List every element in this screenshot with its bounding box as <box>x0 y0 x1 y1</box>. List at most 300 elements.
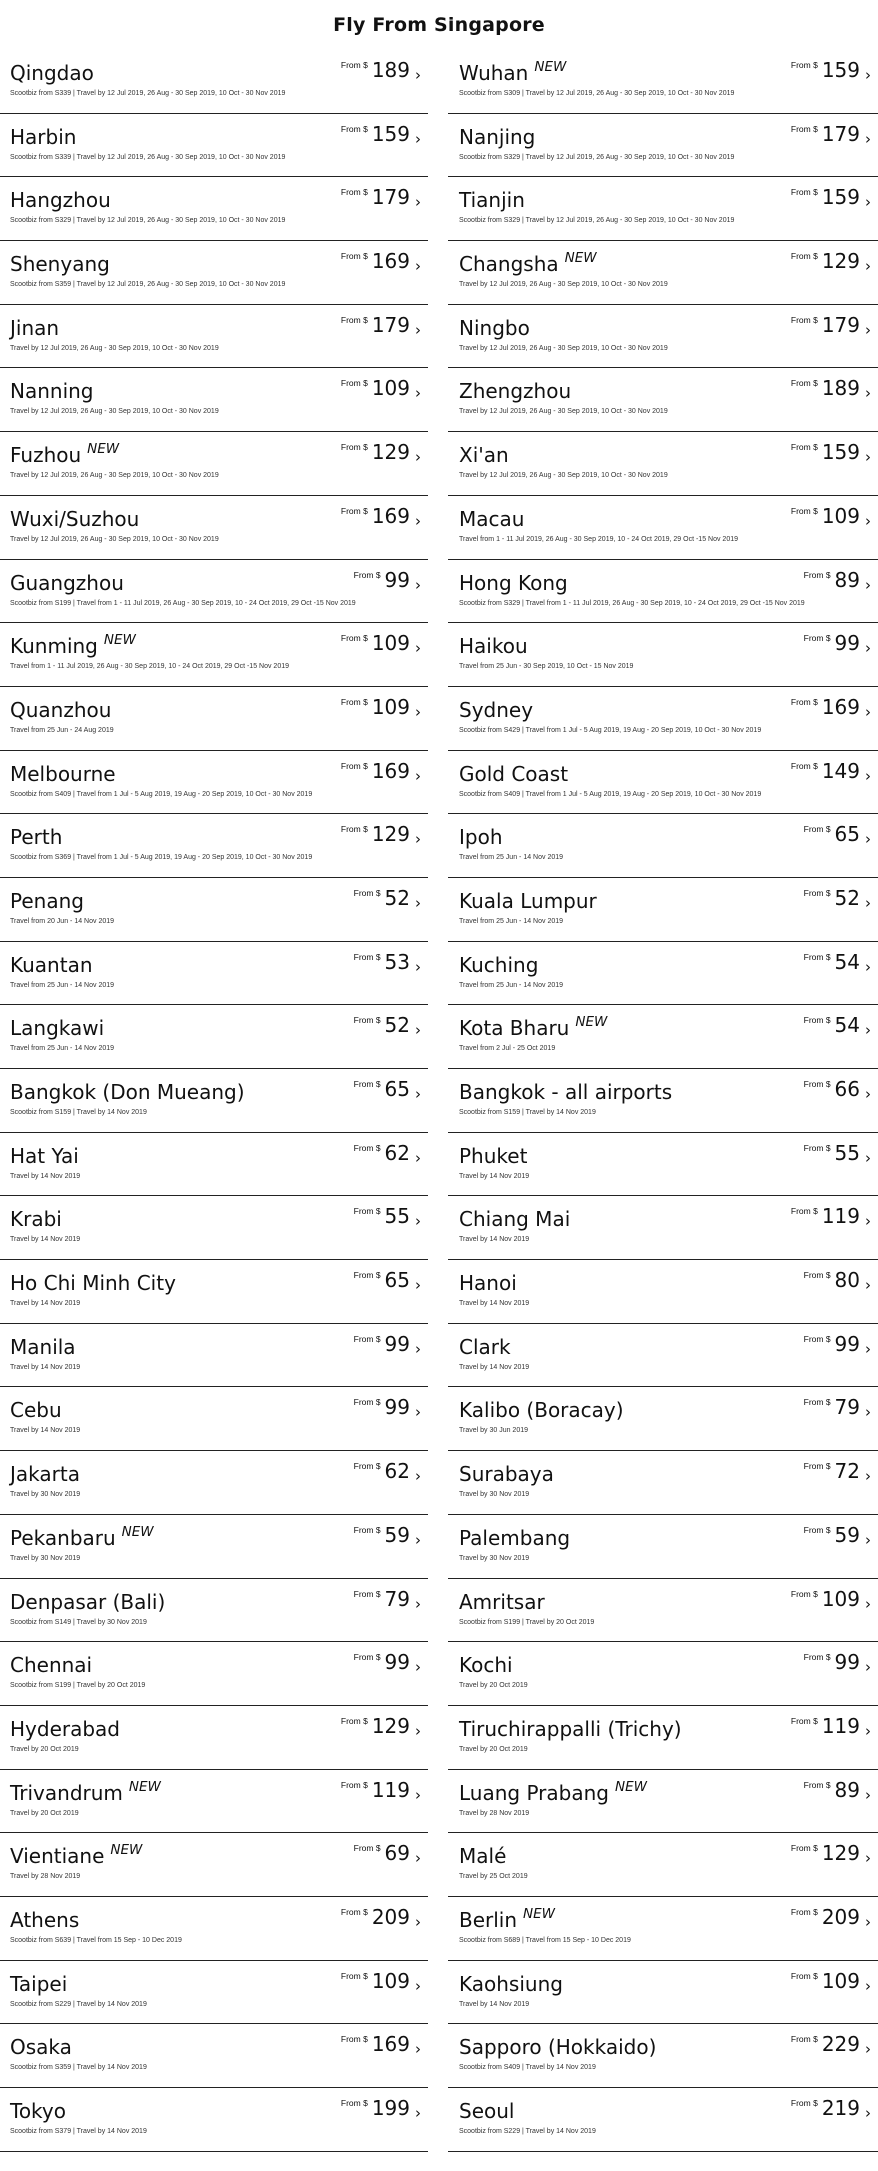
fare-details: Travel by 14 Nov 2019 <box>459 2000 530 2008</box>
price-amount: 52 <box>834 885 860 910</box>
fare-details: Travel from 25 Jun - 14 Nov 2019 <box>10 981 115 989</box>
from-label: From $ <box>353 1079 381 1089</box>
chevron-right-icon[interactable]: › <box>415 1148 421 1167</box>
destination-card[interactable] <box>448 2024 878 2088</box>
price-block <box>803 1459 871 1486</box>
chevron-right-icon[interactable]: › <box>415 1403 421 1422</box>
destination-name-text: Ho Chi Minh City <box>10 1271 176 1296</box>
destination-name-text: Pekanbaru <box>10 1525 116 1550</box>
destination-name-text: Bangkok (Don Mueang) <box>10 1080 245 1104</box>
destination-name <box>459 762 568 786</box>
price-amount: 109 <box>821 1586 860 1611</box>
destination-card[interactable] <box>448 1324 878 1388</box>
chevron-right-icon[interactable]: › <box>865 1785 871 1804</box>
price-amount: 53 <box>384 949 410 974</box>
chevron-right-icon[interactable]: › <box>415 384 421 403</box>
destination-card[interactable] <box>448 1579 878 1643</box>
chevron-right-icon[interactable]: › <box>865 2040 871 2059</box>
price-block <box>804 1523 871 1547</box>
chevron-right-icon[interactable]: › <box>865 1085 871 1103</box>
chevron-right-icon[interactable]: › <box>415 448 421 467</box>
destination-name <box>10 953 93 977</box>
chevron-right-icon[interactable]: › <box>415 1021 421 1040</box>
price-amount: 169 <box>371 758 410 783</box>
price-amount: 229 <box>821 2032 860 2057</box>
from-label: From $ <box>790 187 818 198</box>
destination-name <box>10 571 124 595</box>
chevron-right-icon[interactable]: › <box>415 1849 421 1868</box>
chevron-right-icon[interactable]: › <box>865 1912 871 1931</box>
destination-card[interactable] <box>448 1706 878 1770</box>
destination-card[interactable] <box>448 114 878 178</box>
new-badge: NEW <box>614 1778 647 1795</box>
destination-name-text: Quanzhou <box>10 697 112 722</box>
destination-name-text: Ipoh <box>459 825 503 850</box>
price-block <box>804 1077 871 1101</box>
from-label: From $ <box>790 442 818 453</box>
price-amount: 209 <box>821 1904 860 1929</box>
destination-card[interactable] <box>448 305 878 369</box>
destination-name-text: Sapporo (Hokkaido) <box>459 2035 657 2060</box>
price-block <box>340 822 421 849</box>
destination-card[interactable] <box>0 878 428 942</box>
chevron-right-icon[interactable]: › <box>415 702 421 721</box>
destination-card[interactable] <box>0 2088 428 2152</box>
from-label: From $ <box>353 1461 381 1472</box>
destination-name-text: Wuhan <box>459 61 529 85</box>
chevron-right-icon[interactable]: › <box>865 193 871 212</box>
price-block <box>804 1778 871 1802</box>
destination-name-text: Amritsar <box>459 1589 545 1614</box>
from-label: From $ <box>353 1524 381 1535</box>
destination-card[interactable] <box>0 1069 428 1133</box>
destination-card[interactable] <box>448 496 878 560</box>
from-label: From $ <box>340 442 368 453</box>
from-label: From $ <box>353 1588 381 1599</box>
destination-name-text: Nanjing <box>459 124 536 149</box>
destination-card[interactable] <box>448 1196 878 1260</box>
destination-card[interactable] <box>0 1833 428 1897</box>
destination-card[interactable] <box>0 1961 428 2025</box>
destination-name <box>459 1844 506 1868</box>
price-amount: 209 <box>371 1904 410 1929</box>
price-amount: 66 <box>834 1077 860 1101</box>
from-label: From $ <box>340 251 368 262</box>
destination-card[interactable] <box>0 814 428 878</box>
destination-name <box>459 1398 624 1422</box>
price-block <box>790 249 871 276</box>
destination-name-text: Chennai <box>10 1653 93 1678</box>
price-block <box>340 376 421 403</box>
price-block <box>354 1077 421 1101</box>
fare-details: Scootbiz from S339 | Travel by 12 Jul 2019, 26 Aug - 30 Sep 2019, 10 Oct - 30 Nov 2019 <box>10 90 286 97</box>
price-amount: 99 <box>834 1331 860 1356</box>
fare-details: Travel from 25 Jun - 14 Nov 2019 <box>10 1045 115 1053</box>
price-block <box>341 1969 421 1993</box>
destination-name-text: Zhengzhou <box>459 379 572 404</box>
fare-details: Travel by 12 Jul 2019, 26 Aug - 30 Sep 2019, 10 Oct - 30 Nov 2019 <box>459 344 668 352</box>
destination-card[interactable] <box>448 1897 878 1961</box>
price-block <box>804 886 871 910</box>
fare-details: Travel by 20 Oct 2019 <box>459 1745 528 1753</box>
chevron-right-icon[interactable]: › <box>415 1594 421 1613</box>
destination-name <box>10 634 136 658</box>
destination-name <box>459 1972 563 1996</box>
price-block <box>353 1013 421 1040</box>
fare-details: Scootbiz from S339 | Travel by 12 Jul 2019, 26 Aug - 30 Sep 2019, 10 Oct - 30 Nov 2019 <box>10 153 286 161</box>
new-badge: NEW <box>564 250 597 267</box>
destination-card[interactable] <box>0 496 428 560</box>
destination-name <box>10 1080 245 1104</box>
destination-card[interactable] <box>0 2024 428 2088</box>
from-label: From $ <box>803 1397 831 1408</box>
chevron-right-icon[interactable]: › <box>415 1530 421 1549</box>
destination-card[interactable] <box>0 50 428 114</box>
destination-name-text: Fuzhou <box>10 443 82 468</box>
chevron-right-icon[interactable]: › <box>865 766 871 785</box>
from-label: From $ <box>340 505 368 516</box>
price-amount: 129 <box>821 249 860 274</box>
destination-card[interactable] <box>448 1133 878 1197</box>
from-label: From $ <box>340 1715 368 1726</box>
destination-card[interactable] <box>448 560 878 624</box>
destination-card[interactable] <box>0 432 428 496</box>
fare-details: Travel by 30 Nov 2019 <box>10 1554 81 1562</box>
fare-details: Travel from 20 Jun - 14 Nov 2019 <box>10 917 115 925</box>
chevron-right-icon[interactable]: › <box>865 1594 871 1613</box>
price-block <box>790 376 871 403</box>
chevron-right-icon[interactable]: › <box>415 2040 421 2059</box>
chevron-right-icon[interactable]: › <box>865 257 871 276</box>
destination-name <box>459 1207 570 1231</box>
destination-card[interactable] <box>448 1005 878 1069</box>
price-amount: 169 <box>371 2032 410 2057</box>
fare-details: Travel by 14 Nov 2019 <box>10 1300 81 1308</box>
from-label: From $ <box>353 951 381 962</box>
destination-card[interactable] <box>448 1961 878 2025</box>
chevron-right-icon[interactable]: › <box>865 1658 871 1677</box>
fare-details: Scootbiz from S199 | Travel by 20 Oct 2019 <box>10 1682 146 1690</box>
fare-details: Travel by 12 Jul 2019, 26 Aug - 30 Sep 2019, 10 Oct - 30 Nov 2019 <box>459 408 668 416</box>
from-label: From $ <box>340 633 368 644</box>
chevron-right-icon[interactable]: › <box>415 511 421 530</box>
price-amount: 199 <box>371 2096 410 2120</box>
from-label: From $ <box>340 760 368 771</box>
price-amount: 52 <box>384 885 410 910</box>
chevron-right-icon[interactable]: › <box>415 1339 421 1358</box>
new-badge: NEW <box>534 59 567 75</box>
from-label: From $ <box>790 314 818 325</box>
chevron-right-icon[interactable]: › <box>415 1212 421 1231</box>
price-block <box>791 1714 871 1738</box>
from-label: From $ <box>803 951 831 962</box>
destination-name-text: Taipei <box>10 1971 68 1996</box>
price-block <box>791 313 871 337</box>
fare-details: Travel by 28 Nov 2019 <box>459 1809 530 1817</box>
price-amount: 89 <box>834 567 860 592</box>
chevron-right-icon[interactable]: › <box>415 193 421 212</box>
fare-details: Scootbiz from S369 | Travel from 1 Jul - 5 Aug 2019, 19 Aug - 20 Sep 2019, 10 Oct - 30 Nov 2019 <box>10 854 313 862</box>
chevron-right-icon[interactable]: › <box>865 511 871 530</box>
chevron-right-icon[interactable]: › <box>415 2104 421 2122</box>
destination-name <box>459 2099 514 2123</box>
destination-card[interactable] <box>448 1770 878 1834</box>
chevron-right-icon[interactable]: › <box>415 957 421 976</box>
destination-card[interactable] <box>0 1196 428 1260</box>
chevron-right-icon[interactable]: › <box>415 257 421 276</box>
destination-card[interactable] <box>448 687 878 751</box>
chevron-right-icon[interactable]: › <box>415 830 421 849</box>
destination-name-text: Krabi <box>10 1207 62 1232</box>
destination-card[interactable] <box>448 432 878 496</box>
price-block <box>341 1905 421 1929</box>
chevron-right-icon[interactable]: › <box>865 957 871 976</box>
destination-name <box>459 252 597 276</box>
chevron-right-icon[interactable]: › <box>865 1976 871 1995</box>
price-block <box>804 950 871 974</box>
destination-card[interactable] <box>0 1579 428 1643</box>
price-block <box>790 440 871 467</box>
from-label: From $ <box>353 1015 381 1026</box>
destination-card[interactable] <box>448 751 878 815</box>
destination-name <box>10 698 111 722</box>
destination-card[interactable] <box>0 1515 428 1579</box>
destination-name-text: Tiruchirappalli (Trichy) <box>459 1716 682 1741</box>
price-amount: 80 <box>834 1268 860 1293</box>
destination-card[interactable] <box>448 368 878 432</box>
price-amount: 59 <box>384 1522 410 1547</box>
from-label: From $ <box>790 1906 818 1917</box>
fare-details: Travel by 12 Jul 2019, 26 Aug - 30 Sep 2019, 10 Oct - 30 Nov 2019 <box>459 472 668 480</box>
chevron-right-icon[interactable]: › <box>415 1085 421 1103</box>
from-label: From $ <box>790 1715 818 1726</box>
from-label: From $ <box>790 123 818 134</box>
destination-card[interactable] <box>0 751 428 815</box>
from-label: From $ <box>803 569 831 580</box>
chevron-right-icon[interactable]: › <box>865 1212 871 1231</box>
destination-card[interactable] <box>448 1069 878 1133</box>
destination-card[interactable] <box>0 560 428 624</box>
price-block <box>790 1204 871 1231</box>
destination-name <box>459 379 571 403</box>
price-amount: 189 <box>371 58 410 82</box>
price-block <box>341 313 421 337</box>
chevron-right-icon[interactable]: › <box>865 1849 871 1868</box>
chevron-right-icon[interactable]: › <box>865 1276 871 1295</box>
price-amount: 159 <box>821 185 860 210</box>
chevron-right-icon[interactable]: › <box>415 320 421 339</box>
price-amount: 219 <box>821 2096 860 2120</box>
destination-name-text: Xi'an <box>459 443 509 468</box>
price-amount: 109 <box>371 694 410 719</box>
price-amount: 109 <box>371 376 410 401</box>
destination-card[interactable] <box>0 177 428 241</box>
chevron-right-icon[interactable]: › <box>865 1721 871 1740</box>
fare-details: Travel by 25 Oct 2019 <box>459 1873 528 1881</box>
chevron-right-icon[interactable]: › <box>415 1658 421 1677</box>
destination-name <box>10 1335 76 1359</box>
destination-card[interactable] <box>448 177 878 241</box>
price-block <box>341 58 421 82</box>
chevron-right-icon[interactable]: › <box>865 384 871 403</box>
chevron-right-icon[interactable]: › <box>865 702 871 721</box>
destination-card[interactable] <box>0 942 428 1006</box>
destination-card[interactable] <box>448 1387 878 1451</box>
destination-card[interactable] <box>0 1387 428 1451</box>
destination-card[interactable] <box>0 1005 428 1069</box>
destination-name-text: Haikou <box>459 634 528 659</box>
destination-card[interactable] <box>0 1706 428 1770</box>
price-amount: 179 <box>371 185 410 210</box>
price-block <box>790 2032 871 2059</box>
destination-name <box>459 1144 527 1168</box>
from-label: From $ <box>803 1270 831 1281</box>
destination-card[interactable] <box>0 368 428 432</box>
chevron-right-icon[interactable]: › <box>865 830 871 849</box>
fare-details: Travel by 14 Nov 2019 <box>10 1427 81 1435</box>
fare-details: Scootbiz from S689 | Travel from 15 Sep - 10 Dec 2019 <box>459 1936 631 1944</box>
price-amount: 89 <box>834 1777 860 1802</box>
chevron-right-icon[interactable]: › <box>865 575 871 594</box>
chevron-right-icon[interactable]: › <box>865 320 871 339</box>
price-amount: 119 <box>821 1204 860 1229</box>
chevron-right-icon[interactable]: › <box>415 639 421 658</box>
fare-details: Travel by 12 Jul 2019, 26 Aug - 30 Sep 2019, 10 Oct - 30 Nov 2019 <box>10 472 219 480</box>
chevron-right-icon[interactable]: › <box>865 129 871 148</box>
fare-details: Scootbiz from S329 | Travel by 12 Jul 2019, 26 Aug - 30 Sep 2019, 10 Oct - 30 Nov 2019 <box>10 217 286 225</box>
from-label: From $ <box>353 1843 381 1854</box>
price-block <box>804 1332 871 1356</box>
destination-card[interactable] <box>448 878 878 942</box>
chevron-right-icon[interactable]: › <box>865 639 871 658</box>
chevron-right-icon[interactable]: › <box>415 1912 421 1931</box>
fare-details: Travel by 12 Jul 2019, 26 Aug - 30 Sep 2019, 10 Oct - 30 Nov 2019 <box>459 281 668 289</box>
fare-details: Travel by 30 Nov 2019 <box>10 1491 81 1499</box>
destination-card[interactable] <box>0 1451 428 1515</box>
destination-name <box>10 252 110 276</box>
fare-details: Travel by 12 Jul 2019, 26 Aug - 30 Sep 2019, 10 Oct - 30 Nov 2019 <box>10 344 219 352</box>
fare-details: Travel from 25 Jun - 30 Sep 2019, 10 Oct - 15 Nov 2019 <box>459 663 634 671</box>
destination-card[interactable] <box>0 1260 428 1324</box>
price-block <box>341 504 421 528</box>
destination-card[interactable] <box>448 814 878 878</box>
price-amount: 65 <box>384 1268 410 1293</box>
from-label: From $ <box>340 1970 368 1981</box>
chevron-right-icon[interactable]: › <box>415 1467 421 1486</box>
price-amount: 99 <box>384 1331 410 1356</box>
chevron-right-icon[interactable]: › <box>865 1467 871 1486</box>
destination-name-text: Melbourne <box>10 761 116 786</box>
chevron-right-icon[interactable]: › <box>865 2104 871 2122</box>
destination-card[interactable] <box>0 1770 428 1834</box>
destination-name <box>10 1462 80 1486</box>
fare-details: Travel by 30 Jun 2019 <box>459 1427 529 1435</box>
destination-card[interactable] <box>0 1324 428 1388</box>
price-block <box>354 1141 421 1165</box>
fare-details: Travel by 14 Nov 2019 <box>459 1172 530 1180</box>
destination-name-text: Hanoi <box>459 1271 517 1296</box>
destination-card[interactable] <box>448 241 878 305</box>
chevron-right-icon[interactable]: › <box>865 448 871 467</box>
destination-card[interactable] <box>448 1515 878 1579</box>
fare-details: Travel by 14 Nov 2019 <box>10 1236 81 1244</box>
chevron-right-icon[interactable]: › <box>415 1276 421 1295</box>
destination-card[interactable] <box>0 305 428 369</box>
chevron-right-icon[interactable]: › <box>415 1976 421 1995</box>
destination-card[interactable] <box>0 1642 428 1706</box>
chevron-right-icon[interactable]: › <box>865 1148 871 1167</box>
destination-card[interactable] <box>0 1133 428 1197</box>
destination-card[interactable] <box>448 942 878 1006</box>
price-block <box>354 1587 421 1611</box>
price-block <box>791 1905 871 1929</box>
fare-details: Travel from 1 - 11 Jul 2019, 26 Aug - 30 Sep 2019, 10 - 24 Oct 2019, 29 Oct -15 Nov 2019 <box>10 663 289 671</box>
chevron-right-icon[interactable]: › <box>415 575 421 594</box>
fare-details: Scootbiz from S229 | Travel by 14 Nov 2019 <box>459 2128 596 2135</box>
fare-details: Travel by 14 Nov 2019 <box>10 1172 81 1180</box>
from-label: From $ <box>790 1970 818 1981</box>
fare-details: Travel by 14 Nov 2019 <box>10 1363 81 1371</box>
chevron-right-icon[interactable]: › <box>865 66 871 84</box>
destination-card[interactable] <box>0 1897 428 1961</box>
destination-name <box>459 1905 556 1932</box>
from-label: From $ <box>803 824 831 835</box>
fare-details: Scootbiz from S379 | Travel by 14 Nov 2019 <box>10 2128 147 2135</box>
chevron-right-icon[interactable]: › <box>415 1721 421 1740</box>
destination-card[interactable] <box>448 1642 878 1706</box>
price-block <box>354 1523 421 1547</box>
chevron-right-icon[interactable]: › <box>865 893 871 912</box>
chevron-right-icon[interactable]: › <box>415 129 421 148</box>
chevron-right-icon[interactable]: › <box>415 66 421 84</box>
destination-card[interactable] <box>448 2088 878 2152</box>
chevron-right-icon[interactable]: › <box>865 1339 871 1358</box>
destination-card[interactable] <box>448 50 878 114</box>
destination-card[interactable] <box>0 114 428 178</box>
fare-details: Scootbiz from S639 | Travel from 15 Sep - 10 Dec 2019 <box>10 1936 182 1944</box>
price-amount: 109 <box>371 631 410 656</box>
price-amount: 59 <box>834 1522 860 1547</box>
chevron-right-icon[interactable]: › <box>415 893 421 912</box>
chevron-right-icon[interactable]: › <box>865 1403 871 1422</box>
from-label: From $ <box>790 505 818 516</box>
destination-card[interactable] <box>0 687 428 751</box>
destination-card[interactable] <box>0 623 428 687</box>
price-amount: 65 <box>384 1077 410 1101</box>
destination-name <box>459 1335 511 1359</box>
destination-card[interactable] <box>448 623 878 687</box>
destination-name-text: Bangkok - all airports <box>459 1080 673 1104</box>
chevron-right-icon[interactable]: › <box>865 1021 871 1040</box>
destination-card[interactable] <box>448 1260 878 1324</box>
price-block <box>353 1459 421 1486</box>
fare-details: Travel from 2 Jul - 25 Oct 2019 <box>459 1045 556 1053</box>
destination-card[interactable] <box>0 241 428 305</box>
destination-name <box>10 1398 62 1422</box>
fare-details: Travel by 12 Jul 2019, 26 Aug - 30 Sep 2019, 10 Oct - 30 Nov 2019 <box>10 408 219 416</box>
price-amount: 129 <box>371 440 410 465</box>
price-amount: 62 <box>384 1140 410 1165</box>
destination-card[interactable] <box>448 1833 878 1897</box>
chevron-right-icon[interactable]: › <box>415 1785 421 1804</box>
chevron-right-icon[interactable]: › <box>865 1530 871 1549</box>
destination-name <box>10 188 111 212</box>
destination-name <box>459 1590 545 1614</box>
destination-name-text: Qingdao <box>10 61 94 85</box>
chevron-right-icon[interactable]: › <box>415 766 421 785</box>
price-amount: 179 <box>371 312 410 337</box>
destination-card[interactable] <box>448 1451 878 1515</box>
